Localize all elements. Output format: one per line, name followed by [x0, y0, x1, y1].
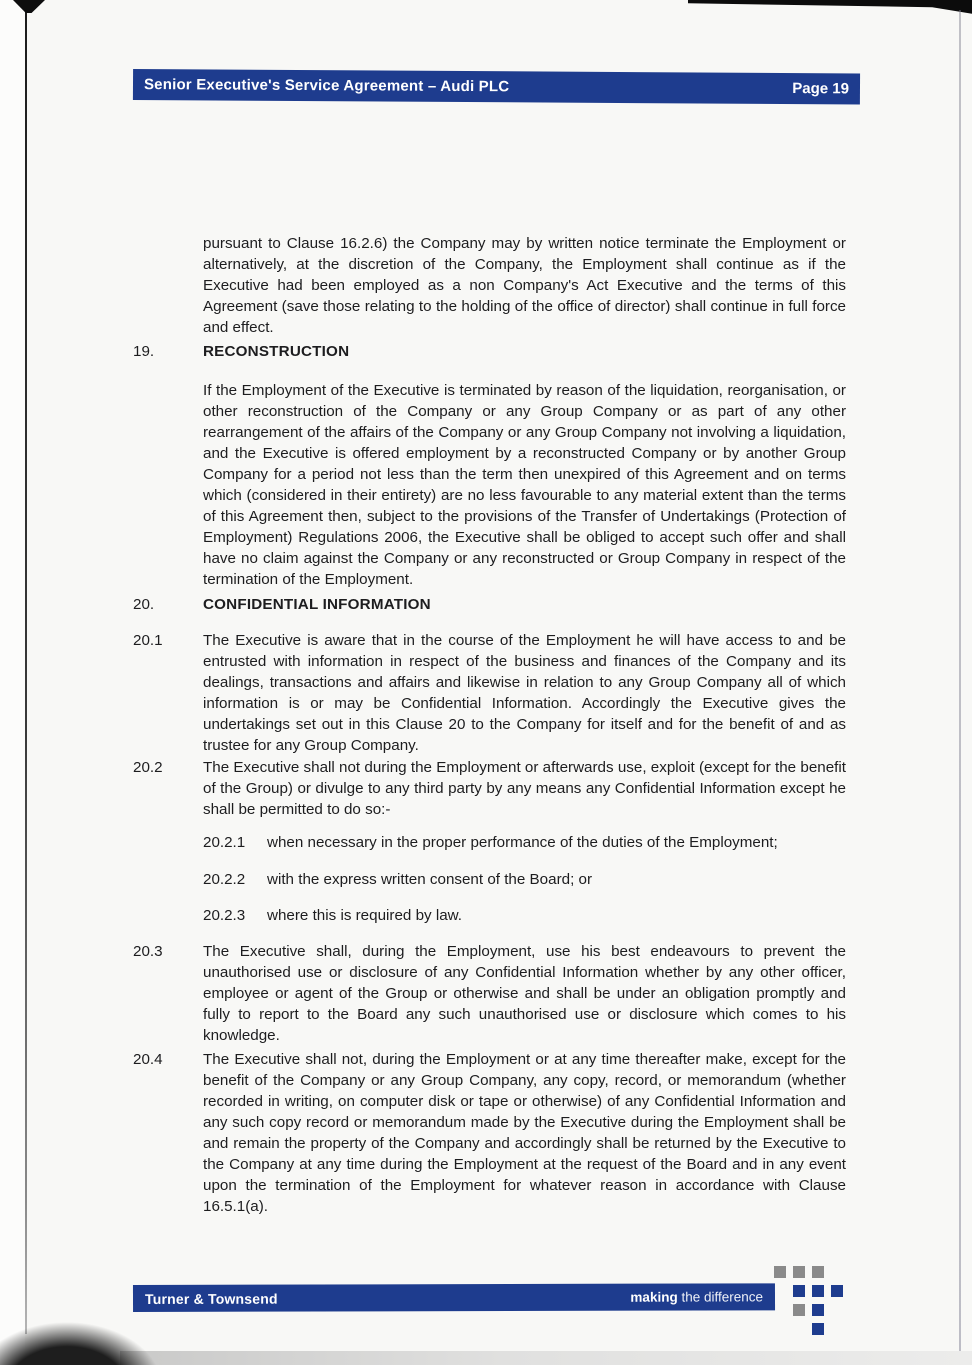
scan-right-page-edge — [959, 10, 961, 1360]
logo-empty-cell — [774, 1323, 786, 1335]
clause-number: 20.1 — [133, 632, 163, 649]
clause-20-4-row — [133, 1049, 846, 1217]
page-number: Page 19 — [792, 80, 850, 98]
paragraph: The Executive is aware that in the course of the Employment he will have access to and be entrusted with information in respect of the business and finances of the Company and its dealings, transactions and affairs and likewise in relation to any Group Company all of which information is or may be Confidential Information. Accordingly the Executive gives the undertakings set out in this Clause 20 to the Company for itself and for the benefit of and as trustee for any Group Company. — [203, 632, 846, 754]
clause-number: 20.4 — [133, 1051, 163, 1068]
logo-square — [774, 1266, 786, 1278]
subclause-text: when necessary in the proper performance of the duties of the Employment; — [267, 834, 778, 851]
logo-empty-cell — [774, 1304, 786, 1316]
logo-empty-cell — [831, 1304, 843, 1316]
logo-square — [812, 1304, 824, 1316]
paragraph: The Executive shall not, during the Employment or at any time thereafter make, except for the benefit of the Company or any Group Company, any copy, record, or memorandum (whether recorded in writing, on computer disk or tape or otherwise) of any Confidential Information and any such copy record or memorandum made by the Executive during the Employment shall be and remain the property of the Company and accordingly shall be returned by the Executive to the Company at any time during the Employment at the request of the Board and in any event upon the termination of the Employment for whatever reason in accordance with Clause 16.5.1(a). — [203, 1051, 846, 1215]
subclause-number: 20.2.3 — [203, 907, 246, 924]
scan-top-edge-shadow — [688, 0, 972, 15]
paragraph: The Executive shall not during the Employment or afterwards use, exploit (except for the benefit of the Group) or divulge to any third party by any means any Confidential Information except he shall be permitted to do so:- — [203, 759, 846, 818]
subclause-text: where this is required by law. — [267, 907, 462, 924]
clause-20-3-row — [133, 941, 846, 1046]
clause-19-heading-row — [133, 341, 846, 362]
paragraph: If the Employment of the Executive is terminated by reason of the liquidation, reorganisation, or other reconstruction of the Company or any Group Company or as part of any other rearrangement of the affairs of the Company or any Group Company not involving a liquidation, and the Executive is offered employment by a reconstructed Company or by another Group Company for a period not less than the term then unexpired of this Agreement and on terms which (considered in their entirety) are no less favourable to any material extent than the terms of this Agreement then, subject to the provisions of the Transfer of Undertakings (Protection of Employment) Regulations 2006, the Executive shall be obliged to accept such offer and shall have no claim against the Company or any reconstructed or Group Company in respect of the termination of the Employment. — [203, 382, 846, 588]
tagline-rest: the difference — [677, 1289, 764, 1305]
scan-bottom-edge — [120, 1351, 972, 1365]
clause-number: 19. — [133, 343, 155, 360]
logo-square — [793, 1304, 805, 1316]
paragraph: The Executive shall, during the Employment, use his best endeavours to prevent the unauthorised use or disclosure of any Confidential Information whether by any other officer, employee or agent of the Group or otherwise and shall be under an obligation promptly and fully to report to the Board any such unauthorised use or disclosure which comes to his knowledge. — [203, 943, 846, 1044]
clause-20-2-1-row — [203, 832, 846, 853]
logo-square — [831, 1285, 843, 1297]
clause-number: 20.3 — [133, 943, 163, 960]
clause-20-heading-row — [133, 594, 846, 615]
subclause-number: 20.2.1 — [203, 834, 246, 851]
clause-number: 20. — [133, 596, 155, 613]
tagline — [630, 1289, 763, 1304]
scan-page-curl-shadow — [0, 1322, 162, 1365]
logo-square — [793, 1285, 805, 1297]
logo-empty-cell — [774, 1285, 786, 1297]
paragraph: pursuant to Clause 16.2.6) the Company may by written notice terminate the Employment or alternatively, at the discretion of the Company, the Employment shall continue as if the Executive had been employed as a non Company's Act Executive and the terms of this Agreement (save those relating to the holding of the office of director) shall continue in full force and effect. — [203, 235, 846, 336]
clause-20-2-row — [133, 757, 846, 820]
intro-paragraph-row — [133, 233, 846, 338]
logo-square — [812, 1285, 824, 1297]
logo-square — [793, 1266, 805, 1278]
clause-19-paragraph-row — [133, 380, 846, 590]
clause-title: CONFIDENTIAL INFORMATION — [203, 596, 431, 613]
logo-square — [812, 1266, 824, 1278]
logo-empty-cell — [793, 1323, 805, 1335]
document-title: Senior Executive's Service Agreement – Audi PLC — [143, 76, 510, 96]
header-bar — [133, 69, 860, 104]
clause-number: 20.2 — [133, 759, 163, 776]
scan-left-margin — [0, 0, 25, 1365]
clause-20-2-2-row — [203, 869, 846, 890]
scan-binding-line — [25, 4, 27, 1334]
company-name: Turner & Townsend — [144, 1290, 278, 1307]
logo-square — [812, 1323, 824, 1335]
footer-bar — [133, 1283, 775, 1312]
tt-squares-logo-icon — [774, 1266, 843, 1335]
clause-title: RECONSTRUCTION — [203, 343, 350, 360]
subclause-number: 20.2.2 — [203, 871, 246, 888]
clause-20-2-3-row — [203, 905, 846, 926]
tagline-bold: making — [630, 1289, 678, 1305]
subclause-text: with the express written consent of the Board; or — [267, 871, 593, 888]
logo-empty-cell — [831, 1266, 843, 1278]
logo-empty-cell — [831, 1323, 843, 1335]
clause-20-1-row — [133, 630, 846, 756]
